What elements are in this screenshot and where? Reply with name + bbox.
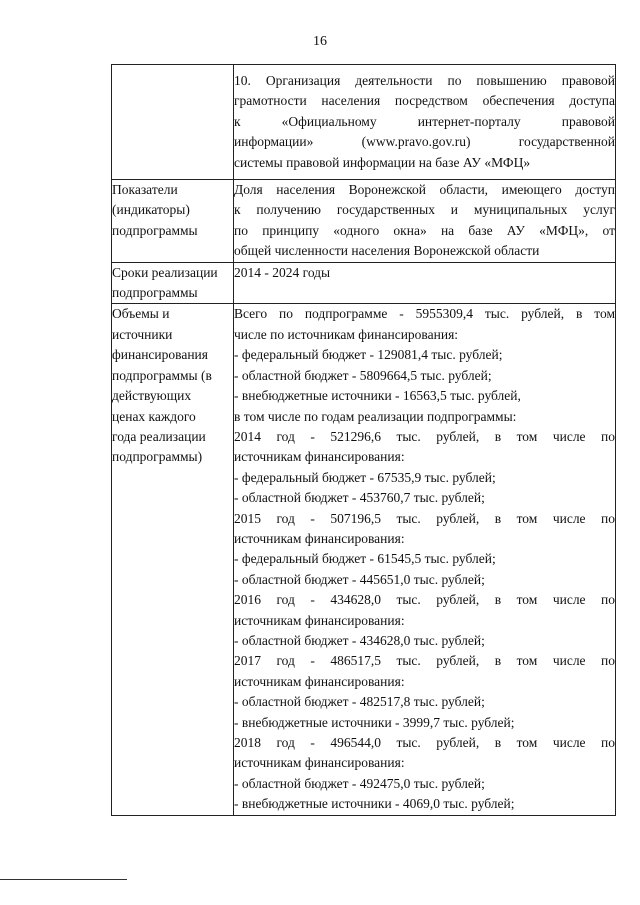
empty-label-cell [112,65,234,180]
funding-year-line: 2015 год - 507196,5 тыс. рублей, в том числе по [234,510,615,526]
funding-line: - областной бюджет - 453760,7 тыс. рублей; [234,490,485,506]
task-10-line: информации» (www.pravo.gov.ru) государственной [234,134,615,150]
indicators-value-line: к получению государственных и муниципальных услуг [234,202,615,218]
period-label-cell [112,262,234,304]
table-row-indicators [112,180,616,263]
funding-line: Всего по подпрограмме - 5955309,4 тыс. рублей, в том [234,306,615,322]
funding-line: - областной бюджет - 5809664,5 тыс. рублей; [234,367,492,383]
funding-line: - областной бюджет - 482517,8 тыс. рублей; [234,694,485,710]
funding-label-line: финансирования [112,347,208,363]
funding-label-line: источники [112,326,173,342]
funding-year-line: 2017 год - 486517,5 тыс. рублей, в том числе по [234,653,615,669]
task-10-line: системы правовой информации на базе АУ «МФЦ» [234,154,531,170]
funding-line: источникам финансирования: [234,612,405,628]
table-row-period [112,262,616,304]
program-passport-table [111,64,616,816]
funding-year-line: 2014 год - 521296,6 тыс. рублей, в том числе по [234,428,615,444]
funding-label-line: действующих [112,388,192,404]
funding-line: источникам финансирования: [234,530,405,546]
indicators-label-line: (индикаторы) [112,202,190,218]
funding-label-line: ценах каждого [112,408,196,424]
funding-line: - областной бюджет - 445651,0 тыс. рублей; [234,571,485,587]
funding-line: - областной бюджет - 492475,0 тыс. рублей; [234,775,485,791]
funding-line: в том числе по годам реализации подпрограммы: [234,408,517,424]
funding-label-cell [112,304,234,815]
period-label-line: подпрограммы [112,285,198,301]
funding-line: числе по источникам финансирования: [234,326,459,342]
task-10-line: грамотности населения посредством обеспечения доступа [234,93,615,109]
funding-label-line: подпрограммы) [112,449,203,465]
table-row-funding [112,304,616,815]
indicators-label-line: подпрограммы [112,222,198,238]
indicators-value-cell [234,180,616,263]
period-value-cell [234,262,616,304]
funding-line: источникам финансирования: [234,673,405,689]
funding-label-line: Объемы и [112,306,170,322]
table-row-task-10 [112,65,616,180]
funding-year-line: 2018 год - 496544,0 тыс. рублей, в том числе по [234,735,615,750]
indicators-label-cell [112,180,234,263]
indicators-label-line: Показатели [112,182,178,198]
funding-line: - федеральный бюджет - 61545,5 тыс. рублей; [234,551,496,567]
indicators-value-line: Доля населения Воронежской области, имеющего доступ [234,182,615,198]
task-10-line: к «Официальному интернет-порталу правовой [234,113,615,129]
indicators-value-line: по принципу «одного окна» на базе АУ «МФЦ», от [234,222,615,238]
funding-line: - внебюджетные источники - 4069,0 тыс. рублей; [234,796,515,812]
task-10-cell [234,65,616,180]
funding-line: - областной бюджет - 434628,0 тыс. рублей; [234,632,485,648]
period-value: 2014 - 2024 годы [234,264,331,280]
funding-line: - федеральный бюджет - 67535,9 тыс. рублей; [234,469,496,485]
funding-label-line: подпрограммы (в [112,367,212,383]
task-10-line: 10. Организация деятельности по повышению правовой [234,73,615,88]
funding-year-line: 2016 год - 434628,0 тыс. рублей, в том числе по [234,592,615,608]
funding-line: - внебюджетные источники - 3999,7 тыс. рублей; [234,714,515,730]
funding-line: - внебюджетные источники - 16563,5 тыс. рублей, [234,388,521,404]
funding-label-line: года реализации [112,428,206,444]
period-label-line: Сроки реализации [112,264,218,280]
funding-line: источникам финансирования: [234,755,405,771]
indicators-value-line: общей численности населения Воронежской области [234,243,540,259]
funding-value-cell [234,304,616,815]
page-number: 16 [313,34,327,49]
funding-line: источникам финансирования: [234,449,405,465]
funding-line: - федеральный бюджет - 129081,4 тыс. рублей; [234,347,503,363]
footnote-rule [0,879,127,880]
